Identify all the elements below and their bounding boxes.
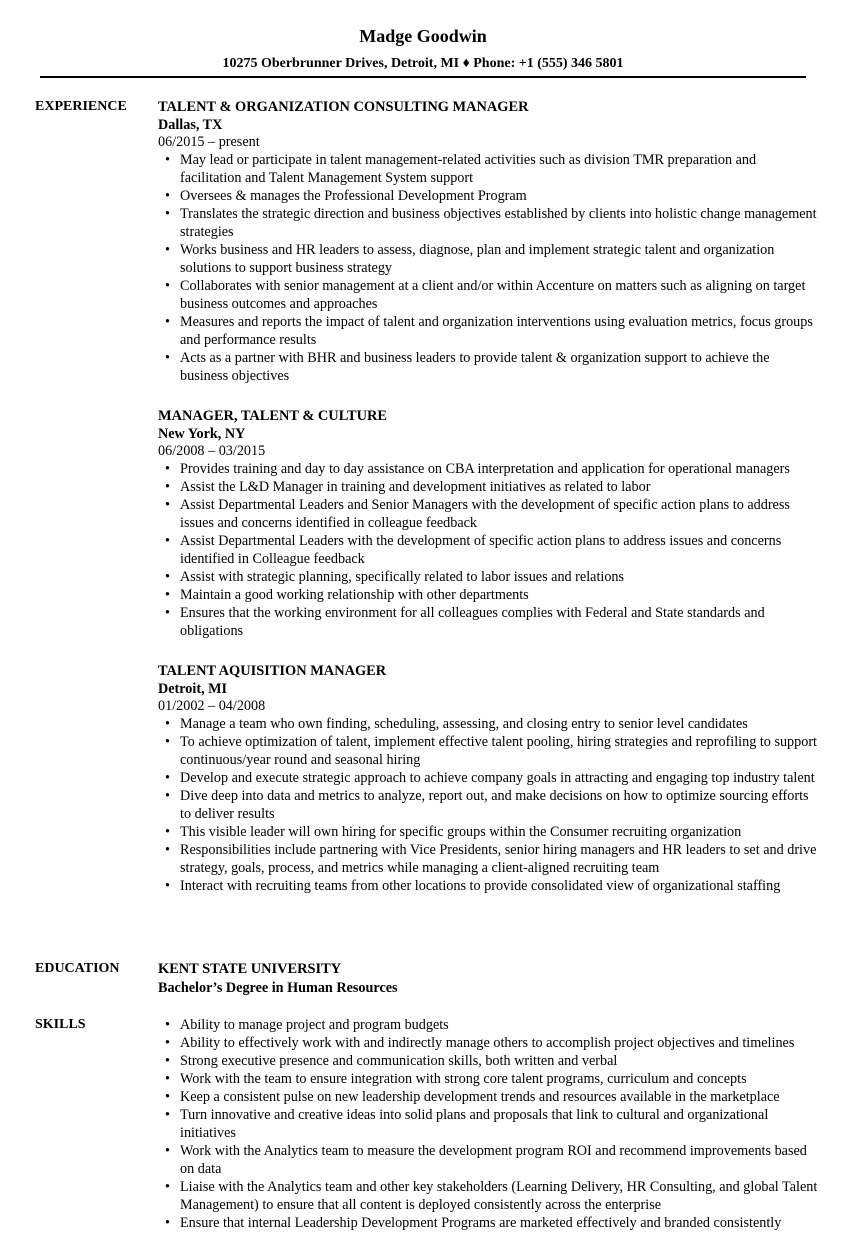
job-bullet: • Provides training and day to day assistance on CBA interpretation and application for operational managers: [158, 460, 818, 478]
job-bullet: • Collaborates with senior management at a client and/or within Accenture on matters such as aligning on target business outcomes and approaches: [158, 277, 818, 313]
section-label-experience: EXPERIENCE: [35, 99, 127, 114]
job-title: TALENT & ORGANIZATION CONSULTING MANAGER: [158, 99, 529, 115]
job-bullet: • Assist with strategic planning, specifically related to labor issues and relations: [158, 568, 818, 586]
experience-body: [158, 98, 818, 917]
skill-item: • Ensure that internal Leadership Development Programs are marketed effectively and branded consistently: [158, 1214, 818, 1232]
education-school: KENT STATE UNIVERSITY: [158, 961, 342, 977]
skill-item: • Ability to manage project and program budgets: [158, 1016, 818, 1034]
job-bullet: • Ensures that the working environment for all colleagues complies with Federal and State standards and obligations: [158, 604, 818, 640]
job-bullet: • Dive deep into data and metrics to analyze, report out, and make decisions on how to optimize sourcing efforts to deliver results: [158, 787, 818, 823]
job-location: New York, NY: [158, 426, 246, 442]
job-bullet: • Develop and execute strategic approach to achieve company goals in attracting and engaging top industry talent: [158, 769, 818, 787]
job-bullet: • Assist Departmental Leaders with the development of specific action plans to address issues and concerns identified in Colleague feedback: [158, 532, 818, 568]
skill-item: • Liaise with the Analytics team and other key stakeholders (Learning Delivery, HR Consulting, and global Talent Management) to ensure that all content is deployed consistently across the enterprise: [158, 1178, 818, 1214]
job-title: MANAGER, TALENT & CULTURE: [158, 408, 387, 424]
skill-item: • Ability to effectively work with and indirectly manage others to accomplish project objectives and timelines: [158, 1034, 818, 1052]
job-location: Dallas, TX: [158, 117, 223, 133]
job-bullet: • Oversees & manages the Professional Development Program: [158, 187, 818, 205]
skills-body: [158, 1016, 818, 1232]
job-bullet: • Acts as a partner with BHR and business leaders to provide talent & organization support to achieve the business objectives: [158, 349, 818, 385]
resume-header: [0, 24, 846, 73]
job-bullet: • Assist Departmental Leaders and Senior Managers with the development of specific action plans to address issues and concerns identified in colleague feedback: [158, 496, 818, 532]
job-bullet: • Works business and HR leaders to assess, diagnose, plan and implement strategic talent and organization solutions to support business strategy: [158, 241, 818, 277]
skills-list: [158, 1016, 818, 1232]
skill-item: • Turn innovative and creative ideas into solid plans and proposals that link to cultural and organizational initiatives: [158, 1106, 818, 1142]
job-title: TALENT AQUISITION MANAGER: [158, 663, 387, 679]
skill-item: • Work with the Analytics team to measure the development program ROI and recommend improvements based on data: [158, 1142, 818, 1178]
contact-line: 10275 Oberbrunner Drives, Detroit, MI ♦ Phone: +1 (555) 346 5801: [222, 56, 624, 71]
job-bullet: • Manage a team who own finding, scheduling, assessing, and closing entry to senior level candidates: [158, 715, 818, 733]
job-dates: 06/2015 – present: [158, 134, 260, 150]
job-bullet: • Assist the L&D Manager in training and development initiatives as related to labor: [158, 478, 818, 496]
skill-item: • Work with the team to ensure integration with strong core talent programs, curriculum and concepts: [158, 1070, 818, 1088]
job-bullet: • Interact with recruiting teams from other locations to provide consolidated view of organizational staffing: [158, 877, 818, 895]
job-bullet-list: [158, 151, 818, 385]
job-bullet: • Translates the strategic direction and business objectives established by clients into holistic change management strategies: [158, 205, 818, 241]
education-degree: Bachelor’s Degree in Human Resources: [158, 980, 398, 996]
job-entry: [158, 662, 818, 895]
skill-item: • Keep a consistent pulse on new leadership development trends and resources available in the marketplace: [158, 1088, 818, 1106]
header-divider: [40, 76, 806, 78]
job-bullet-list: [158, 460, 818, 640]
candidate-name: Madge Goodwin: [359, 26, 487, 46]
job-location: Detroit, MI: [158, 681, 228, 697]
section-label-education: EDUCATION: [35, 961, 120, 976]
job-bullet: • To achieve optimization of talent, implement effective talent pooling, hiring strategies and reprofiling to support continuous/year round and seasonal hiring: [158, 733, 818, 769]
job-bullet: • This visible leader will own hiring for specific groups within the Consumer recruiting organization: [158, 823, 818, 841]
section-label-skills: SKILLS: [35, 1017, 86, 1032]
job-bullet: • Maintain a good working relationship with other departments: [158, 586, 818, 604]
job-bullet-list: [158, 715, 818, 895]
job-entry: [158, 98, 818, 385]
job-bullet: • May lead or participate in talent management-related activities such as division TMR preparation and facilitation and Talent Management System support: [158, 151, 818, 187]
job-entry: [158, 407, 818, 640]
job-dates: 06/2008 – 03/2015: [158, 443, 266, 459]
education-body: [158, 960, 818, 998]
job-dates: 01/2002 – 04/2008: [158, 698, 266, 714]
job-bullet: • Responsibilities include partnering with Vice Presidents, senior hiring managers and HR leaders to set and drive strategy, goals, process, and metrics while managing a client-aligned recruiting team: [158, 841, 818, 877]
job-bullet: • Measures and reports the impact of talent and organization interventions using evaluation metrics, focus groups and performance results: [158, 313, 818, 349]
skill-item: • Strong executive presence and communication skills, both written and verbal: [158, 1052, 818, 1070]
